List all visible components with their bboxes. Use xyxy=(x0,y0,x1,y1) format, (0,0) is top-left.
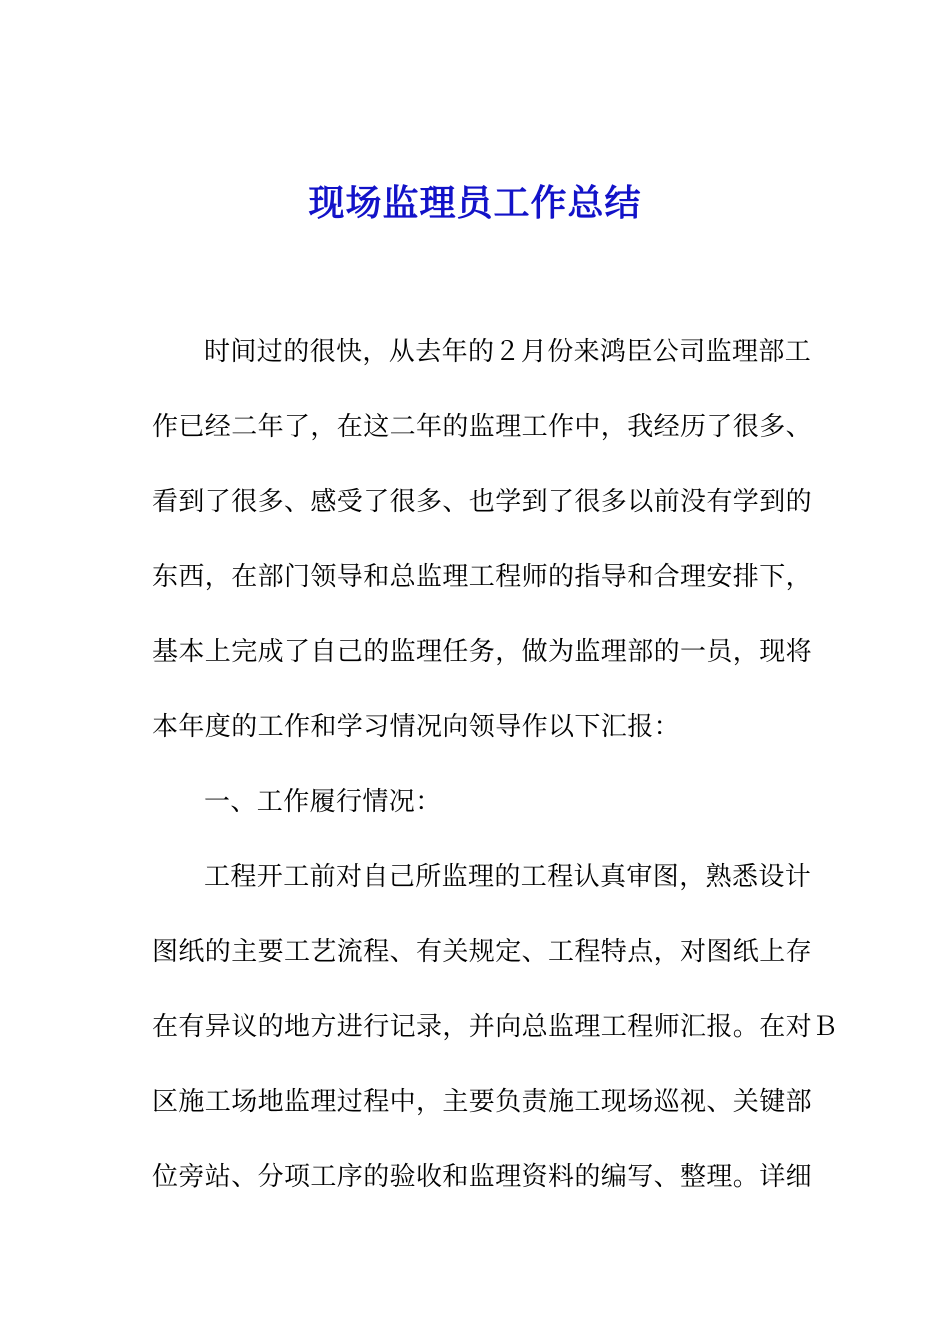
paragraph-1-line-4: 东西，在部门领导和总监理工程师的指导和合理安排下， xyxy=(152,562,813,592)
document-body xyxy=(152,328,839,1228)
paragraph-1-line-3: 看到了很多、感受了很多、也学到了很多以前没有学到的 xyxy=(152,487,813,517)
document-title: 现场监理员工作总结 xyxy=(308,182,642,224)
paragraph-2-line-4: 区施工场地监理过程中，主要负责施工现场巡视、关键部 xyxy=(152,1087,813,1117)
paragraph-1-line-6: 本年度的工作和学习情况向领导作以下汇报： xyxy=(152,712,681,742)
paragraph-1-line-5: 基本上完成了自己的监理任务，做为监理部的一员，现将 xyxy=(152,637,813,667)
paragraph-2-line-5: 位旁站、分项工序的验收和监理资料的编写、整理。详细 xyxy=(152,1162,813,1192)
paragraph-1-line-2: 作已经二年了，在这二年的监理工作中，我经历了很多、 xyxy=(152,412,813,442)
paragraph-2-line-1: 工程开工前对自己所监理的工程认真审图，熟悉设计 xyxy=(204,862,812,892)
paragraph-2-line-2: 图纸的主要工艺流程、有关规定、工程特点，对图纸上存 xyxy=(152,937,813,967)
section-heading-work-performance: 一、工作履行情况： xyxy=(204,787,442,817)
paragraph-1-line-1: 时间过的很快，从去年的２月份来鸿臣公司监理部工 xyxy=(204,337,812,367)
paragraph-2-line-3: 在有异议的地方进行记录，并向总监理工程师汇报。在对Ｂ xyxy=(152,1012,839,1042)
